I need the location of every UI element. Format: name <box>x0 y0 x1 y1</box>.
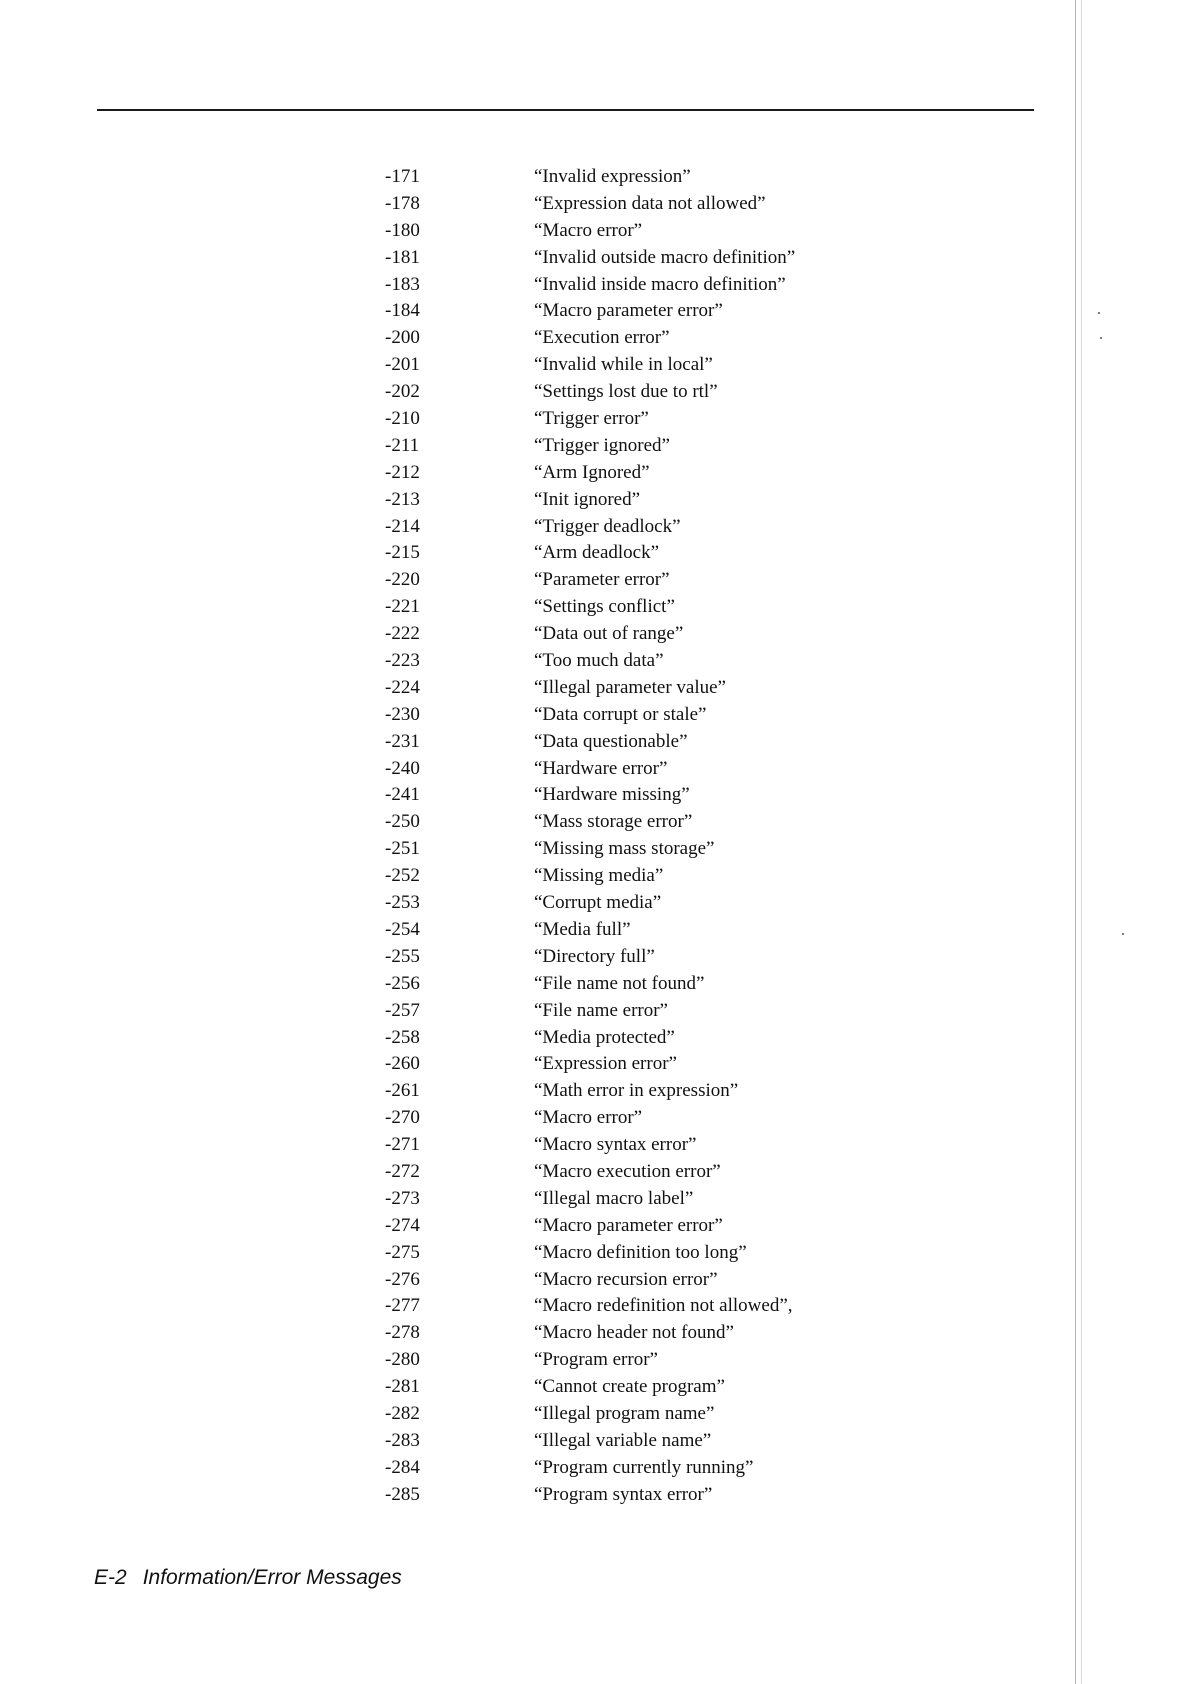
error-code: -276 <box>385 1268 420 1290</box>
error-message: “Program syntax error” <box>534 1483 713 1505</box>
error-message: “Program error” <box>534 1349 658 1371</box>
error-row <box>360 540 880 567</box>
error-message: “Trigger deadlock” <box>534 515 681 537</box>
error-row <box>360 809 880 836</box>
error-row <box>360 971 880 998</box>
error-code: -283 <box>385 1429 420 1451</box>
error-message: “Settings conflict” <box>534 596 675 618</box>
error-message: “Missing mass storage” <box>534 838 715 860</box>
error-message: “Settings lost due to rtl” <box>534 381 718 403</box>
error-code: -224 <box>385 676 420 698</box>
error-code: -211 <box>385 434 420 456</box>
error-code: -215 <box>385 542 420 564</box>
error-message: “Macro execution error” <box>534 1160 721 1182</box>
error-row <box>360 863 880 890</box>
error-code: -252 <box>385 865 420 887</box>
error-row <box>360 460 880 487</box>
error-message: “File name not found” <box>534 972 705 994</box>
error-message: “Illegal parameter value” <box>534 676 726 698</box>
error-code: -212 <box>385 461 420 483</box>
error-code: -221 <box>385 596 420 618</box>
error-code: -254 <box>385 918 420 940</box>
error-code: -200 <box>385 327 420 349</box>
error-code: -210 <box>385 408 420 430</box>
error-message: “Missing media” <box>534 865 664 887</box>
error-code: -231 <box>385 730 420 752</box>
error-row <box>360 944 880 971</box>
error-message: “Invalid inside macro definition” <box>534 273 786 295</box>
error-code: -184 <box>385 300 420 322</box>
error-row <box>360 1186 880 1213</box>
error-row <box>360 379 880 406</box>
error-message: “Data out of range” <box>534 623 684 645</box>
error-row <box>360 1482 880 1509</box>
error-row <box>360 406 880 433</box>
error-code: -271 <box>385 1134 420 1156</box>
error-row <box>360 245 880 272</box>
error-code: -255 <box>385 945 420 967</box>
error-row <box>360 1051 880 1078</box>
error-row <box>360 487 880 514</box>
error-code: -230 <box>385 703 420 725</box>
error-code: -260 <box>385 1053 420 1075</box>
error-row <box>360 1374 880 1401</box>
error-message: “Execution error” <box>534 327 670 349</box>
error-message: “Macro redefinition not allowed”, <box>534 1295 793 1317</box>
error-message: “Illegal macro label” <box>534 1187 694 1209</box>
error-message: “Data corrupt or stale” <box>534 703 707 725</box>
error-row <box>360 1293 880 1320</box>
error-code: -202 <box>385 381 420 403</box>
error-row <box>360 1347 880 1374</box>
error-code: -171 <box>385 166 420 187</box>
error-code: -274 <box>385 1214 420 1236</box>
error-row <box>360 836 880 863</box>
error-message: “Hardware error” <box>534 757 668 779</box>
binding-edge <box>1075 0 1076 1684</box>
error-message: “File name error” <box>534 999 668 1021</box>
error-message: “Expression data not allowed” <box>534 192 766 214</box>
error-code: -220 <box>385 569 420 591</box>
error-message: “Parameter error” <box>534 569 670 591</box>
error-row <box>360 218 880 245</box>
error-message: “Program currently running” <box>534 1456 754 1478</box>
error-code: -223 <box>385 650 420 672</box>
error-message: “Trigger ignored” <box>534 434 670 456</box>
error-message: “Media full” <box>534 918 631 940</box>
error-row <box>360 756 880 783</box>
error-message: “Corrupt media” <box>534 892 662 914</box>
error-message: “Directory full” <box>534 945 655 967</box>
error-code: -253 <box>385 892 420 914</box>
error-code: -222 <box>385 623 420 645</box>
error-code: -250 <box>385 811 420 833</box>
error-row <box>360 1267 880 1294</box>
error-message: “Media protected” <box>534 1026 675 1048</box>
error-message: “Invalid expression” <box>534 166 691 187</box>
error-message: “Hardware missing” <box>534 784 690 806</box>
scan-speck <box>1122 933 1124 935</box>
page-number: E-2 <box>94 1566 127 1589</box>
error-row <box>360 1159 880 1186</box>
error-message: “Invalid outside macro definition” <box>534 246 796 268</box>
error-message: “Data questionable” <box>534 730 688 752</box>
error-code: -213 <box>385 488 420 510</box>
error-row <box>360 1455 880 1482</box>
error-row <box>360 352 880 379</box>
error-message: “Macro recursion error” <box>534 1268 718 1290</box>
error-row <box>360 164 880 191</box>
error-code: -201 <box>385 354 420 376</box>
error-message: “Trigger error” <box>534 408 649 430</box>
error-code: -181 <box>385 246 420 268</box>
error-code: -273 <box>385 1187 420 1209</box>
scan-speck <box>1098 312 1100 314</box>
error-row <box>360 648 880 675</box>
error-message: “Macro error” <box>534 1107 643 1129</box>
error-code: -280 <box>385 1349 420 1371</box>
error-code: -261 <box>385 1080 420 1102</box>
error-row <box>360 1132 880 1159</box>
error-row <box>360 433 880 460</box>
error-row <box>360 325 880 352</box>
error-row <box>360 890 880 917</box>
error-row <box>360 621 880 648</box>
error-message: “Macro definition too long” <box>534 1241 747 1263</box>
error-code: -178 <box>385 192 420 214</box>
error-message: “Macro parameter error” <box>534 1214 723 1236</box>
error-code: -282 <box>385 1402 420 1424</box>
error-row <box>360 1025 880 1052</box>
binding-edge-shadow <box>1081 0 1082 1684</box>
error-code: -258 <box>385 1026 420 1048</box>
section-title: Information/Error Messages <box>142 1566 402 1589</box>
error-code: -275 <box>385 1241 420 1263</box>
error-row <box>360 191 880 218</box>
error-message: “Too much data” <box>534 650 664 672</box>
error-code: -240 <box>385 757 420 779</box>
error-code: -251 <box>385 838 420 860</box>
error-row <box>360 567 880 594</box>
error-row <box>360 1428 880 1455</box>
error-row <box>360 1401 880 1428</box>
error-message: “Illegal variable name” <box>534 1429 712 1451</box>
error-message: “Illegal program name” <box>534 1402 715 1424</box>
error-message: “Macro syntax error” <box>534 1134 697 1156</box>
error-message: “Macro error” <box>534 219 643 241</box>
error-code: -277 <box>385 1295 420 1317</box>
page-footer <box>94 1566 402 1590</box>
error-row <box>360 702 880 729</box>
error-code: -214 <box>385 515 420 537</box>
error-message: “Init ignored” <box>534 488 641 510</box>
header-rule <box>97 109 1034 111</box>
error-code: -257 <box>385 999 420 1021</box>
error-code: -270 <box>385 1107 420 1129</box>
error-code: -272 <box>385 1160 420 1182</box>
error-message: “Expression error” <box>534 1053 677 1075</box>
error-row <box>360 675 880 702</box>
error-message: “Macro header not found” <box>534 1322 734 1344</box>
error-message: “Arm Ignored” <box>534 461 650 483</box>
scan-speck <box>1100 337 1102 339</box>
error-code: -278 <box>385 1322 420 1344</box>
error-row <box>360 1213 880 1240</box>
error-code: -281 <box>385 1376 420 1398</box>
error-code-table <box>360 164 880 1509</box>
error-row <box>360 917 880 944</box>
error-code: -183 <box>385 273 420 295</box>
error-row <box>360 1105 880 1132</box>
error-message: “Math error in expression” <box>534 1080 739 1102</box>
error-row <box>360 1320 880 1347</box>
error-row <box>360 782 880 809</box>
error-code: -256 <box>385 972 420 994</box>
error-message: “Mass storage error” <box>534 811 693 833</box>
error-message: “Macro parameter error” <box>534 300 723 322</box>
error-row <box>360 594 880 621</box>
error-code: -284 <box>385 1456 420 1478</box>
error-row <box>360 1078 880 1105</box>
error-code: -180 <box>385 219 420 241</box>
error-row <box>360 729 880 756</box>
error-code: -285 <box>385 1483 420 1505</box>
error-row <box>360 514 880 541</box>
error-row <box>360 1240 880 1267</box>
error-row <box>360 298 880 325</box>
error-message: “Invalid while in local” <box>534 354 713 376</box>
error-message: “Arm deadlock” <box>534 542 660 564</box>
error-message: “Cannot create program” <box>534 1376 725 1398</box>
error-row <box>360 998 880 1025</box>
error-code: -241 <box>385 784 420 806</box>
error-row <box>360 272 880 299</box>
